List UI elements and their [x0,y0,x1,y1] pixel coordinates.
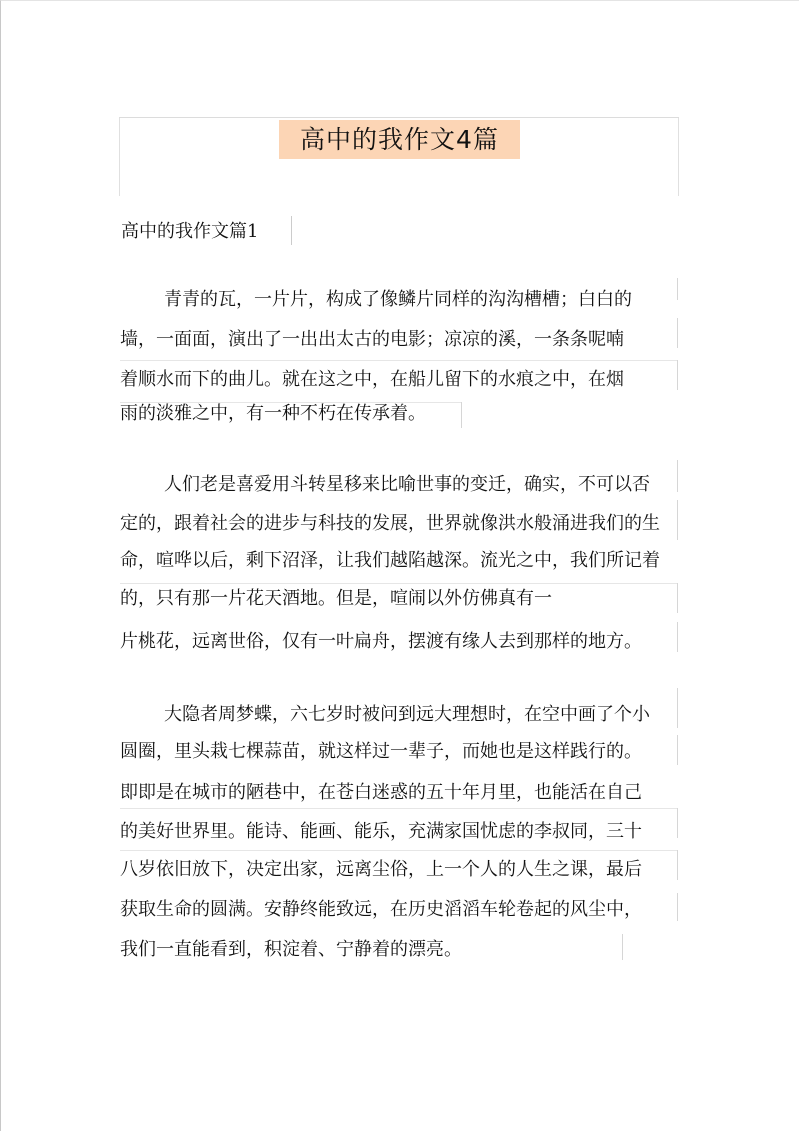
margin-rule [677,360,678,390]
margin-rule [677,735,678,765]
paragraph-3-line-3: 即即是在城市的陋巷中，在苍白迷惑的五十年月里，也能活在自己 [120,782,642,803]
margin-rule [677,622,678,652]
paragraph-3-line-2: 圆圈，里头栽七棵蒜苗，就这样过一辈子，而她也是这样践行的。 [120,741,642,762]
paragraph-2-line-1: 人们老是喜爱用斗转星移来比喻世事的变迁，确实，不可以否 [164,474,650,495]
margin-rule [677,318,678,348]
document-title: 高中的我作文4篇 [279,120,520,159]
margin-rule [677,893,678,921]
margin-rule [677,278,678,300]
paragraph-2-line-4: 的，只有那一片花天酒地。但是，喧闹以外仿佛真有一 [120,588,552,609]
paragraph-3-line-6: 获取生命的圆满。安静终能致远，在历史滔滔车轮卷起的风尘中， [120,899,642,920]
margin-rule [677,583,678,613]
paragraph-2-line-5: 片桃花，远离世俗，仅有一叶扁舟，摆渡有缘人去到那样的地方。 [120,631,642,652]
line-rule [120,808,678,809]
margin-rule [677,850,678,880]
margin-rule [677,808,678,838]
paragraph-3-line-4: 的美好世界里。能诗、能画、能乐，充满家国忧虑的李叔同，三十 [120,821,642,842]
section-heading: 高中的我作文篇1 [121,221,259,242]
line-rule [120,583,678,584]
paragraph-3-line-7: 我们一直能看到，积淀着、宁静着的漂亮。 [120,939,462,960]
line-rule [120,402,462,403]
paragraph-2-line-2: 定的，跟着社会的进步与科技的发展，世界就像洪水般涌进我们的生 [120,513,660,534]
paragraph-1-line-4: 雨的淡雅之中，有一种不朽在传承着。 [120,403,426,424]
margin-rule [677,460,678,492]
margin-rule [677,500,678,540]
line-rule [120,360,678,361]
paragraph-2-line-3: 命，喧哗以后，剩下沼泽，让我们越陷越深。流光之中，我们所记着 [120,550,660,571]
title-frame-right-rule [678,118,679,196]
section-heading-rule [291,216,292,245]
line-rule [120,850,678,851]
paragraph-3-line-1: 大隐者周梦蝶，六七岁时被问到远大理想时，在空中画了个小 [164,704,650,725]
margin-rule [622,934,623,960]
paragraph-1-line-2: 墙，一面面，演出了一出出太古的电影；凉凉的溪，一条条呢喃 [120,329,624,350]
paragraph-1-line-1: 青青的瓦，一片片，构成了像鳞片同样的沟沟槽槽；白白的 [164,289,632,310]
title-frame-left-rule [119,118,120,196]
paragraph-1-line-3: 着顺水而下的曲儿。就在这之中，在船儿留下的水痕之中，在烟 [120,369,624,390]
margin-rule [677,688,678,728]
margin-rule [461,402,462,428]
paragraph-3-line-5: 八岁依旧放下，决定出家，远离尘俗，上一个人的人生之课，最后 [120,859,642,880]
